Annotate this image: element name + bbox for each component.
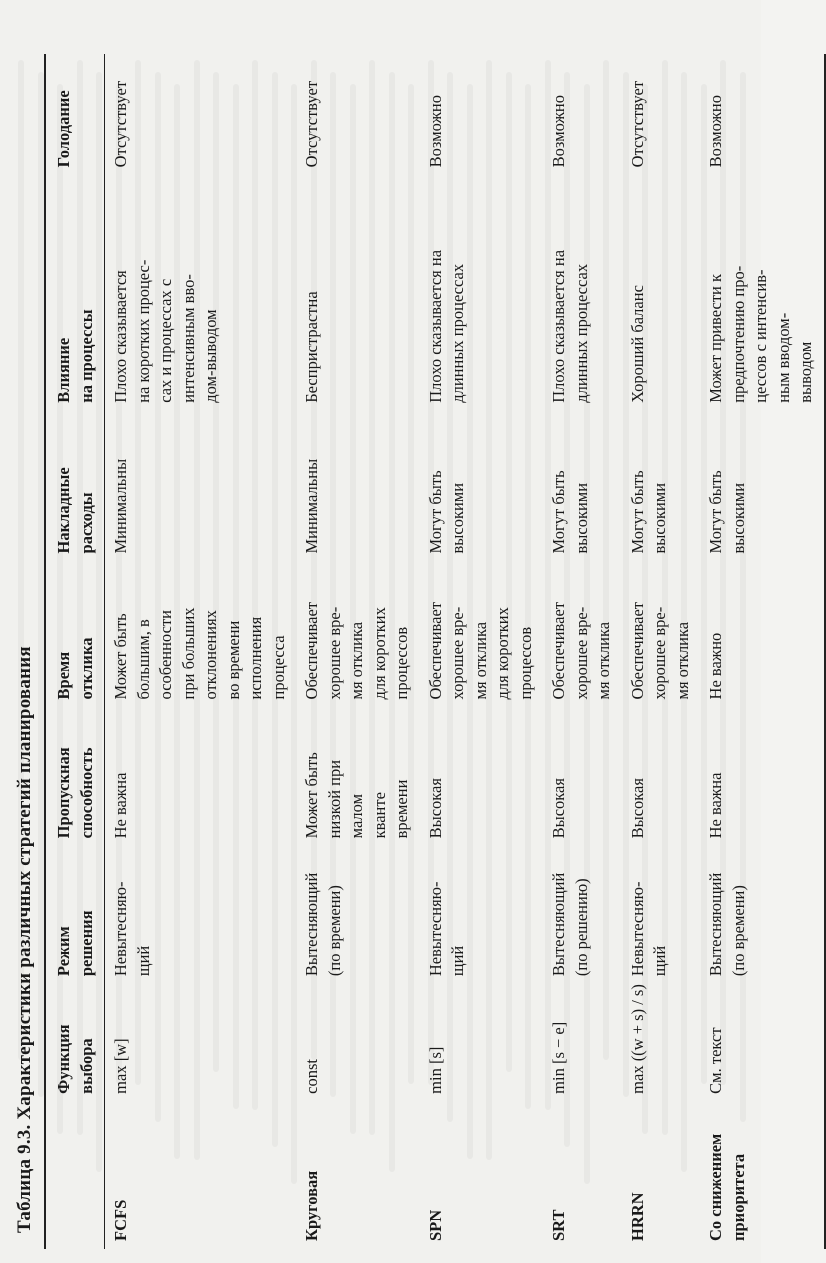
cell-name bbox=[420, 1102, 544, 1249]
cell-text: min [s] bbox=[425, 1046, 445, 1094]
cell-text: Могут быть bbox=[706, 470, 725, 554]
cell-starvation bbox=[700, 54, 825, 175]
cell-function bbox=[105, 984, 297, 1102]
cell-text: кванте bbox=[369, 792, 389, 839]
cell-starvation bbox=[296, 54, 420, 175]
cell-text: Вытесняющий bbox=[549, 872, 568, 977]
cell-text: Обеспечивает bbox=[549, 602, 568, 700]
cell-function bbox=[543, 984, 622, 1102]
table-header-row bbox=[45, 54, 105, 1249]
cell-text: HRRN bbox=[627, 1192, 647, 1241]
cell-text: Могут быть bbox=[549, 470, 568, 554]
cell-throughput bbox=[622, 707, 701, 846]
cell-text: Высокая bbox=[549, 778, 568, 839]
header-text: Влияние bbox=[54, 337, 73, 403]
cell-text: мя отклика bbox=[594, 621, 613, 700]
cell-effect bbox=[622, 175, 701, 410]
cell-text: отклонениях bbox=[201, 610, 220, 700]
cell-text: во времени bbox=[223, 620, 243, 700]
cell-text: Может быть bbox=[302, 752, 321, 839]
cell-text: мя отклика bbox=[470, 621, 490, 700]
cell-text: щий bbox=[650, 945, 669, 977]
table-row bbox=[420, 54, 544, 1249]
table-row bbox=[622, 54, 701, 1249]
cell-text: Вытесняющий bbox=[706, 872, 725, 977]
cell-text: Не важна bbox=[706, 772, 725, 839]
cell-text: низкой при bbox=[324, 759, 344, 839]
cell-text: Минимальны bbox=[111, 458, 130, 554]
cell-starvation bbox=[105, 54, 297, 175]
cell-throughput bbox=[105, 707, 297, 846]
cell-text: особенности bbox=[156, 610, 175, 700]
cell-function bbox=[700, 984, 825, 1102]
cell-effect bbox=[700, 175, 825, 410]
cell-text: высокими bbox=[650, 482, 669, 554]
cell-text: ным вводом- bbox=[773, 312, 793, 403]
cell-response bbox=[700, 561, 825, 707]
table-row bbox=[543, 54, 622, 1249]
cell-text: времени bbox=[392, 779, 411, 839]
cell-name bbox=[296, 1102, 420, 1249]
cell-text: мя отклика bbox=[672, 621, 692, 700]
cell-text: Могут быть bbox=[627, 470, 647, 554]
cell-text: процесса bbox=[268, 635, 288, 700]
cell-name bbox=[700, 1102, 825, 1249]
cell-text: хорошее вре- bbox=[324, 606, 344, 700]
cell-function bbox=[420, 984, 544, 1102]
cell-text: Со снижением bbox=[706, 1133, 725, 1241]
cell-text: max [w] bbox=[111, 1038, 130, 1094]
cell-text: max ((w + s) / s) bbox=[627, 984, 647, 1094]
cell-text: процессов bbox=[515, 626, 535, 700]
cell-effect bbox=[420, 175, 544, 410]
cell-throughput bbox=[296, 707, 420, 846]
cell-text: Не важно bbox=[706, 632, 725, 700]
cell-throughput bbox=[700, 707, 825, 846]
cell-text: сах и процессах с bbox=[156, 278, 175, 403]
cell-text: Возможно bbox=[706, 95, 725, 168]
cell-overhead bbox=[105, 411, 297, 562]
cell-text: высокими bbox=[571, 482, 591, 554]
header-text: Функция bbox=[54, 1024, 73, 1094]
cell-text: малом bbox=[347, 793, 366, 839]
cell-text: Беспристрастна bbox=[302, 291, 321, 403]
cell-effect bbox=[543, 175, 622, 410]
cell-text: Обеспечивает bbox=[627, 602, 647, 700]
table-row bbox=[700, 54, 825, 1249]
cell-text: SPN bbox=[425, 1209, 445, 1241]
cell-text: Отсутствует bbox=[627, 80, 647, 168]
cell-throughput bbox=[543, 707, 622, 846]
header-text: способность bbox=[76, 747, 96, 839]
header-text: Накладные bbox=[54, 467, 73, 554]
cell-text: дом-выводом bbox=[201, 309, 220, 403]
cell-text: длинных процессах bbox=[448, 263, 467, 403]
header-cell-effect bbox=[45, 175, 105, 410]
cell-text: Отсутствует bbox=[111, 80, 130, 168]
cell-overhead bbox=[622, 411, 701, 562]
header-text: расходы bbox=[76, 492, 96, 554]
cell-text: Невытесняю- bbox=[627, 881, 647, 977]
cell-mode bbox=[622, 846, 701, 984]
table-row bbox=[296, 54, 420, 1249]
cell-text: щий bbox=[448, 945, 467, 977]
table-body bbox=[105, 54, 825, 1249]
cell-text: Могут быть bbox=[425, 470, 445, 554]
cell-text: предпочтению про- bbox=[728, 265, 748, 403]
cell-response bbox=[105, 561, 297, 707]
table-title: Таблица 9.3. Характеристики различных стратегий планирования bbox=[14, 646, 35, 1233]
cell-response bbox=[420, 561, 544, 707]
cell-text: исполнения bbox=[246, 616, 265, 700]
cell-text: Невытесняю- bbox=[111, 881, 130, 977]
header-text: Пропускная bbox=[54, 747, 73, 839]
cell-mode bbox=[296, 846, 420, 984]
header-cell-throughput bbox=[45, 707, 105, 846]
cell-overhead bbox=[543, 411, 622, 562]
cell-text: Возможно bbox=[549, 95, 568, 168]
cell-mode bbox=[700, 846, 825, 984]
header-text: Время bbox=[54, 651, 73, 700]
strategy-table bbox=[44, 54, 826, 1249]
cell-text: Невытесняю- bbox=[425, 881, 445, 977]
cell-text: (по решению) bbox=[571, 878, 591, 977]
cell-text: Хороший баланс bbox=[627, 285, 647, 403]
cell-text: Высокая bbox=[425, 778, 445, 839]
cell-text: Обеспечивает bbox=[425, 602, 445, 700]
header-text: отклика bbox=[76, 637, 96, 700]
cell-response bbox=[296, 561, 420, 707]
cell-text: для коротких bbox=[369, 607, 389, 700]
cell-text: при больших bbox=[178, 607, 198, 700]
cell-mode bbox=[543, 846, 622, 984]
cell-text: хорошее вре- bbox=[650, 606, 669, 700]
cell-text: Вытесняющий bbox=[302, 872, 321, 977]
cell-starvation bbox=[543, 54, 622, 175]
cell-text: интенсивным вво- bbox=[178, 274, 198, 403]
cell-text: мя отклика bbox=[347, 621, 366, 700]
cell-text: Не важна bbox=[111, 772, 130, 839]
cell-text: процессов bbox=[392, 626, 411, 700]
header-cell-response bbox=[45, 561, 105, 707]
cell-response bbox=[622, 561, 701, 707]
cell-response bbox=[543, 561, 622, 707]
cell-text: Плохо сказывается на bbox=[549, 249, 568, 403]
header-cell-function bbox=[45, 984, 105, 1102]
table-row bbox=[105, 54, 297, 1249]
header-text: на процессы bbox=[76, 309, 96, 403]
header-cell-mode bbox=[45, 846, 105, 984]
cell-starvation bbox=[420, 54, 544, 175]
cell-text: для коротких bbox=[493, 607, 512, 700]
cell-text: на коротких процес- bbox=[133, 259, 153, 403]
cell-text: Может привести к bbox=[706, 274, 725, 403]
header-text: Режим bbox=[54, 926, 73, 977]
cell-throughput bbox=[420, 707, 544, 846]
cell-overhead bbox=[296, 411, 420, 562]
cell-text: (по времени) bbox=[324, 885, 344, 977]
header-text: решения bbox=[76, 910, 96, 977]
header-text: выбора bbox=[76, 1038, 96, 1094]
cell-overhead bbox=[700, 411, 825, 562]
cell-name bbox=[105, 1102, 297, 1249]
cell-mode bbox=[420, 846, 544, 984]
cell-text: цессов с интенсив- bbox=[751, 269, 770, 403]
cell-text: Плохо сказывается bbox=[111, 270, 130, 403]
cell-text: длинных процессах bbox=[571, 263, 591, 403]
cell-text: Минимальны bbox=[302, 458, 321, 554]
cell-text: Обеспечивает bbox=[302, 602, 321, 700]
cell-effect bbox=[296, 175, 420, 410]
header-cell-overhead bbox=[45, 411, 105, 562]
cell-text: SRT bbox=[549, 1209, 568, 1241]
cell-text: Высокая bbox=[627, 778, 647, 839]
header-cell-starvation bbox=[45, 54, 105, 175]
cell-text: Круговая bbox=[302, 1170, 321, 1241]
cell-name bbox=[622, 1102, 701, 1249]
cell-text: приоритета bbox=[728, 1153, 748, 1241]
cell-text: min [s − e] bbox=[549, 1021, 568, 1094]
cell-text: выводом bbox=[796, 341, 815, 403]
cell-text: FCFS bbox=[111, 1199, 130, 1241]
cell-text: щий bbox=[133, 945, 153, 977]
cell-text: высокими bbox=[448, 482, 467, 554]
cell-starvation bbox=[622, 54, 701, 175]
cell-text: хорошее вре- bbox=[571, 606, 591, 700]
header-text: Голодание bbox=[54, 90, 73, 168]
cell-text: Возможно bbox=[425, 95, 445, 168]
cell-text: (по времени) bbox=[728, 885, 748, 977]
cell-function bbox=[296, 984, 420, 1102]
cell-overhead bbox=[420, 411, 544, 562]
cell-mode bbox=[105, 846, 297, 984]
cell-function bbox=[622, 984, 701, 1102]
cell-effect bbox=[105, 175, 297, 410]
cell-text: хорошее вре- bbox=[448, 606, 467, 700]
cell-name bbox=[543, 1102, 622, 1249]
cell-text: Плохо сказывается на bbox=[425, 249, 445, 403]
header-cell-strategy bbox=[45, 1102, 105, 1249]
cell-text: Может быть bbox=[111, 613, 130, 700]
cell-text: высокими bbox=[728, 482, 748, 554]
cell-text: большим, в bbox=[133, 619, 153, 700]
cell-text: Отсутствует bbox=[302, 80, 321, 168]
cell-text: const bbox=[302, 1059, 321, 1094]
cell-text: См. текст bbox=[706, 1027, 725, 1094]
